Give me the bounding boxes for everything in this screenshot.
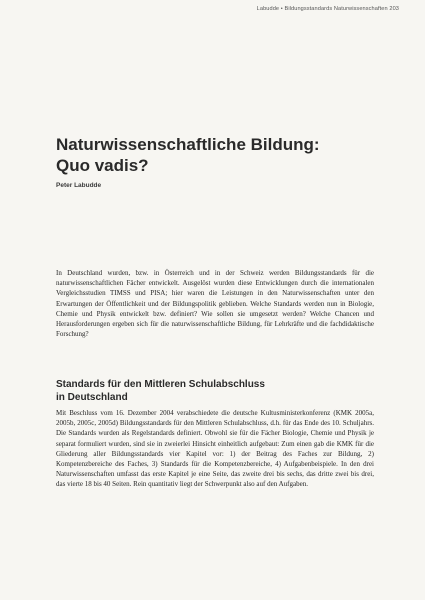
section-heading <box>56 378 386 404</box>
section-heading-line-1: Standards für den Mittleren Schulabschluss <box>56 379 265 390</box>
article-title-line-2: Quo vadis? <box>56 156 149 175</box>
running-head: Labudde • Bildungsstandards Naturwissenschaften 203 <box>256 6 399 12</box>
abstract-paragraph: In Deutschland wurden, bzw. in Österreich und in der Schweiz werden Bildungsstandards für die naturwissenschaftlichen Fächer entwickelt. Ausgelöst wurden diese Entwicklungen durch die internationalen Vergleichsstudien TIMSS und PISA; hier waren die Leistungen in den Naturwissenschaften unter den Erwartungen der Öffentlichkeit und der Bildungspolitik geblieben. Welche Standards werden nun in Biologie, Chemie und Physik entwickelt bzw. definiert? Wie sollen sie umgesetzt werden? Welche Chancen und Herausforderungen ergeben sich für die naturwissenschaftliche Bildung, für Lehrkräfte und die fachdidaktische Forschung? <box>56 269 374 339</box>
section-heading-line-2: in Deutschland <box>56 392 128 403</box>
article-title-line-1: Naturwissenschaftliche Bildung: <box>56 135 320 154</box>
article-title <box>56 134 396 176</box>
author-name: Peter Labudde <box>56 182 102 189</box>
body-paragraph: Mit Beschluss vom 16. Dezember 2004 verabschiedete die deutsche Kultusministerkonferenz (KMK 2005a, 2005b, 2005c, 2005d) Bildungsstandards für den Mittleren Schulabschluss, d.h. für das Ende des 10. Schuljahrs. Die Standards wurden als Regelstandards definiert. Obwohl sie für die Fächer Biologie, Chemie und Physik je separat formuliert wurden, sind sie in zweierlei Hinsicht einheitlich aufgebaut: Zum einen gab die KMK für die Gliederung aller Bildungsstandards vier Kapitel vor: 1) der Beitrag des Faches zur Bildung, 2) Kompetenzbereiche des Faches, 3) Standards für die Kompetenzbereiche, 4) Aufgabenbeispiele. In den drei Naturwissenschaften umfasst das erste Kapitel je eine Seite, das zweite drei bis sechs, das dritte zwei bis drei, das vierte 18 bis 40 Seiten. Rein quantitativ liegt der Schwerpunkt also auf den Aufgaben. <box>56 409 374 489</box>
